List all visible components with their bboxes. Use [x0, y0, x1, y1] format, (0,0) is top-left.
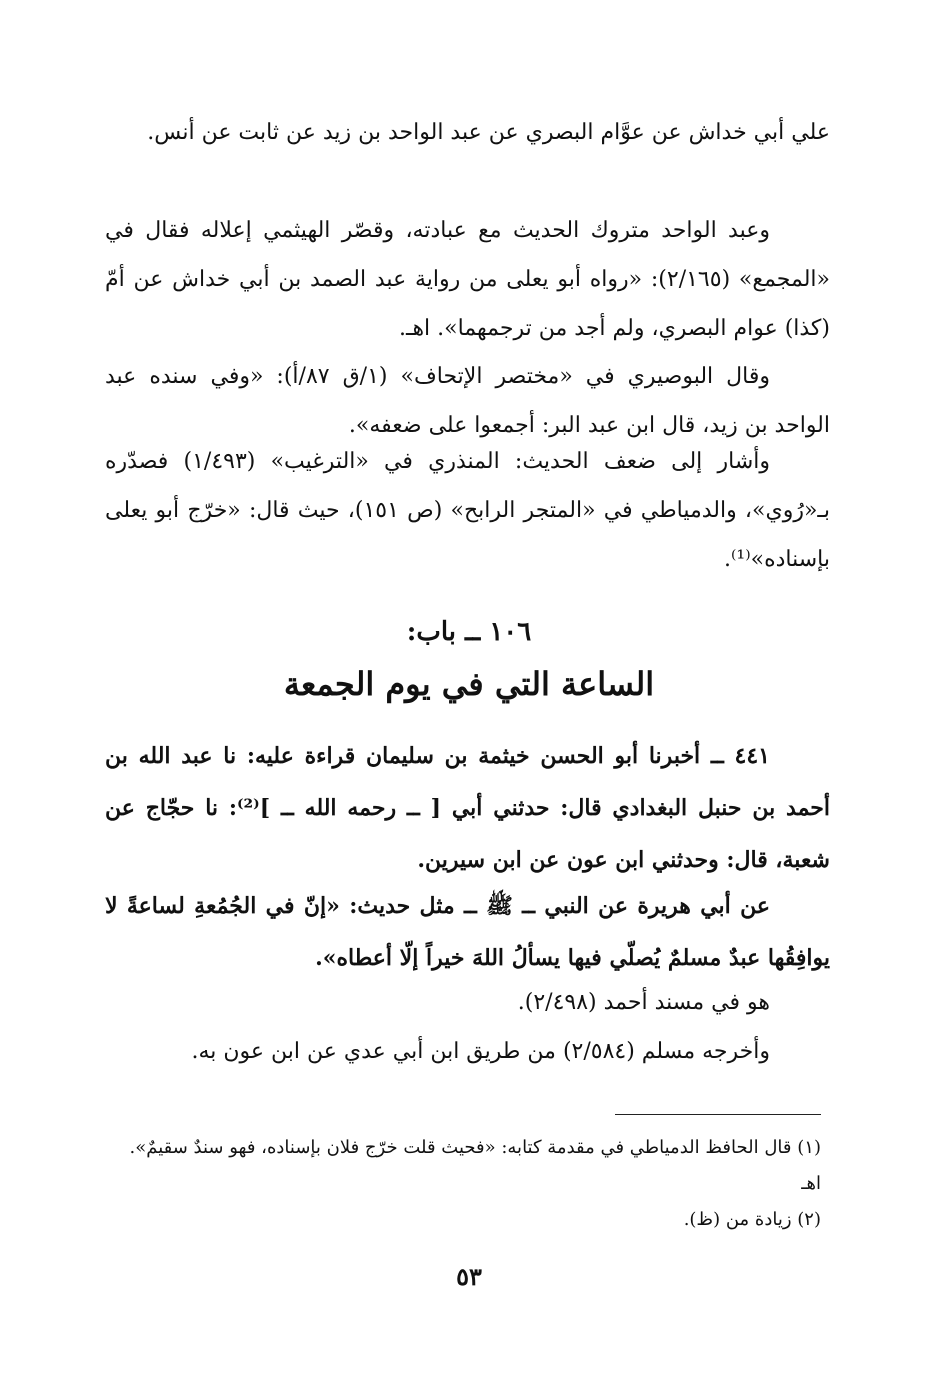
chapter-title: الساعة التي في يوم الجمعة: [283, 665, 655, 703]
chapter-number: ١٠٦ ــ باب:: [406, 617, 532, 647]
paragraph-busiri: وقال البوصيري في «مختصر الإتحاف» (١/ق ٨٧/أ): «وفي سنده عبد الواحد بن زيد، قال ابن عبد البر: أجمعوا على ضعفه».: [105, 364, 830, 438]
hadith-isnad: ٤٤١ ــ أخبرنا أبو الحسن خيثمة بن سليمان قراءة عليه: نا عبد الله بن أحمد بن حنبل البغدادي قال: حدثني أبي [ ــ رحمه الله ــ ]⁽²⁾: نا حجّاج عن شعبة، قال: وحدثني ابن عون عن ابن سيرين.: [105, 743, 831, 873]
source-ahmad: هو في مسند أحمد (٢/٤٩٨).: [517, 990, 770, 1015]
source-muslim: وأخرجه مسلم (٢/٥٨٤) من طريق ابن أبي عدي عن ابن عون به.: [191, 1039, 770, 1064]
hadith-matn: عن أبي هريرة عن النبي ــ ﷺ ــ مثل حديث: «إنّ في الجُمُعةِ لساعةً لا يوافِقُها عبدٌ مسلمٌ يُصلّي فيها يسألُ اللهَ خيراً إلّا أعطاه».: [105, 893, 830, 971]
footnote-1-marker: (١): [797, 1137, 821, 1158]
footnote-1-text: قال الحافظ الدمياطي في مقدمة كتابه: «فحيث قلت خرّج فلان بإسناده، فهو سندٌ سقيمٌ». اهـ: [129, 1137, 821, 1194]
paragraph-majma: وعبد الواحد متروك الحديث مع عبادته، وقصّر الهيثمي إعلاله فقال في «المجمع» (٢/١٦٥): «رواه أبو يعلى من رواية عبد الصمد بن أبي خداش عن أمّ (كذا) عوام البصري، ولم أجد من ترجمهما». اهـ.: [105, 218, 830, 341]
page-number: ٥٣: [456, 1262, 482, 1291]
footnote-2-text: زيادة من (ظ).: [683, 1209, 792, 1230]
footnote-1: [121, 1130, 821, 1202]
footnote-2: [121, 1202, 821, 1238]
footnote-2-marker: (٢): [797, 1209, 821, 1230]
paragraph-mundhiri: وأشار إلى ضعف الحديث: المنذري في «الترغيب» (١/٤٩٣) فصدّره بـ«رُوي»، والدمياطي في «المتجر الرابح» (ص ١٥١)، حيث قال: «خرّج أبو يعلى بإسناده»⁽¹⁾.: [105, 449, 830, 572]
paragraph-opening: علي أبي خداش عن عوَّام البصري عن عبد الواحد بن زيد عن ثابت عن أنس.: [147, 120, 830, 145]
footnote-divider: [615, 1114, 821, 1115]
hadith-sources: [105, 978, 830, 1076]
footnotes: [121, 1130, 821, 1238]
